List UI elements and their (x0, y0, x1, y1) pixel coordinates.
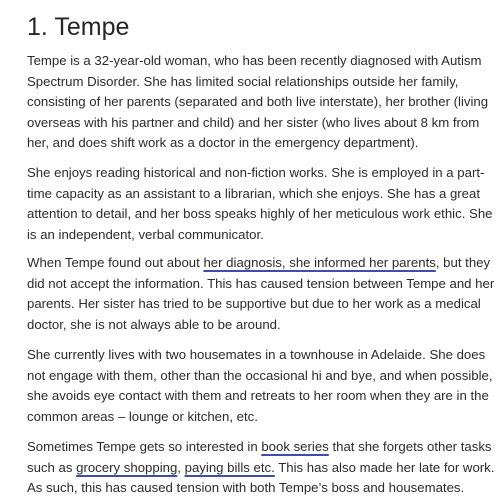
paragraph-background (27, 51, 488, 154)
paragraph-line (27, 253, 494, 274)
paragraph-line: consisting of her parents (separated and both live interstate), her brother (living (27, 94, 489, 109)
paragraph-line: time capacity as an assistant to a librarian, which she enjoys. She has a great (27, 185, 481, 201)
paragraph-living-situation (27, 345, 493, 427)
underlined-text: her diagnosis, she informed her parents (203, 255, 436, 270)
paragraph-line: parents. Her sister has tried to be supportive but due to her work as a medical (27, 296, 481, 311)
paragraph-line: common areas – lounge or kitchen, etc. (27, 408, 258, 424)
paragraph-line: her, and does shift work as a doctor in the emergency department). (27, 135, 419, 150)
paragraph-line: Tempe is a 32-year-old woman, who has been recently diagnosed with Autism (27, 53, 482, 68)
paragraph-line (27, 458, 494, 479)
text-run: This has also made her late for work. (274, 459, 495, 475)
paragraph-interests-work (27, 163, 493, 245)
text-run: such as (27, 459, 77, 475)
paragraph-line: Spectrum Disorder. She has limited social relationships outside her family, (27, 73, 459, 89)
paragraph-line (27, 437, 494, 458)
paragraph-tasks (27, 437, 494, 499)
section-heading: 1. Tempe (27, 13, 130, 41)
paragraph-line: doctor, she is not always able to be around. (27, 316, 281, 332)
paragraph-line: She enjoys reading historical and non-fiction works. She is employed in a part- (27, 165, 485, 180)
text-run: , but they (435, 255, 491, 270)
text-run: Sometimes Tempe gets so interested in (27, 439, 262, 454)
paragraph-line: attention to detail, and her boss speaks highly of her meticulous work ethic. She (27, 206, 493, 221)
paragraph-line: did not accept the information. This has caused tension between Tempe and her (27, 275, 495, 291)
paragraph-line: As such, this has caused tension with both Tempe’s boss and housemates. (27, 480, 465, 495)
text-run: , (177, 459, 185, 475)
paragraph-line: is an independent, verbal communicator. (27, 226, 264, 242)
paragraph-line: not engage with them, other than the occasional hi and bye, and when possible, (27, 367, 493, 383)
underlined-text: book series (261, 439, 329, 454)
underlined-text: grocery shopping (76, 459, 178, 475)
paragraph-line: She currently lives with two housemates in a townhouse in Adelaide. She does (27, 347, 486, 362)
paragraph-line: she avoids eye contact with them and retreats to her room when they are in the (27, 388, 489, 403)
paragraph-line: overseas with his partner and child) and her sister (who lives about 8 km from (27, 114, 480, 130)
text-run: When Tempe found out about (27, 255, 204, 270)
underlined-text: paying bills etc. (184, 459, 275, 475)
paragraph-diagnosis (27, 253, 494, 335)
text-run: that she forgets other tasks (328, 439, 492, 454)
